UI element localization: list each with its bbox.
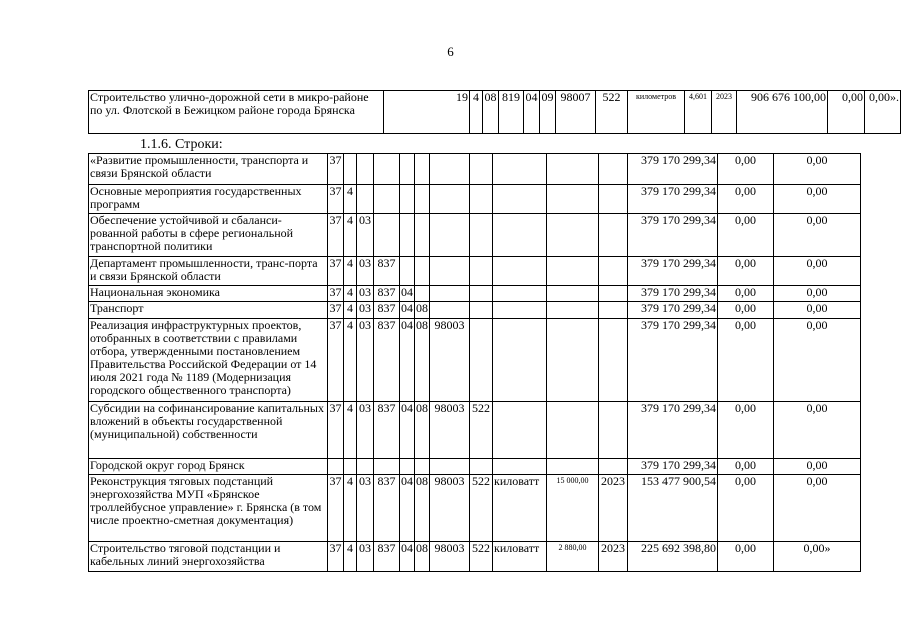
code-cell bbox=[415, 185, 430, 214]
year-cell bbox=[599, 185, 628, 214]
amount-cell: 0,00 bbox=[718, 459, 774, 475]
code-cell: 04 bbox=[524, 91, 540, 134]
amount-cell: 0,00». bbox=[865, 91, 901, 134]
amount-cell: 379 170 299,34 bbox=[628, 286, 718, 302]
amount-cell: 153 477 900,54 bbox=[628, 475, 718, 542]
code-cell: 98007 bbox=[556, 91, 596, 134]
amount-cell: 0,00 bbox=[828, 91, 865, 134]
year-cell bbox=[599, 319, 628, 402]
code-cell bbox=[357, 154, 374, 185]
code-cell: 4 bbox=[344, 214, 357, 257]
code-cell bbox=[470, 185, 493, 214]
code-cell: 08 bbox=[415, 542, 430, 572]
unit-cell bbox=[493, 402, 547, 459]
table-row bbox=[89, 459, 861, 475]
code-cell: 08 bbox=[415, 302, 430, 319]
code-cell bbox=[470, 459, 493, 475]
code-cell bbox=[374, 214, 400, 257]
code-cell: 522 bbox=[470, 542, 493, 572]
quantity-cell bbox=[547, 185, 599, 214]
amount-cell: 0,00 bbox=[774, 319, 861, 402]
row-name: Транспорт bbox=[89, 302, 328, 319]
code-cell bbox=[415, 214, 430, 257]
code-cell: 03 bbox=[357, 402, 374, 459]
code-cell: 4 bbox=[344, 257, 357, 286]
code-cell bbox=[400, 214, 415, 257]
table-row bbox=[89, 91, 901, 134]
row-name: Строительство улично-дорожной сети в микро-районе по ул. Флотской в Бежицком районе города Брянска bbox=[89, 91, 384, 134]
code-cell bbox=[430, 286, 470, 302]
code-cell bbox=[470, 286, 493, 302]
code-cell bbox=[357, 459, 374, 475]
code-cell bbox=[430, 459, 470, 475]
amount-cell: 0,00 bbox=[718, 542, 774, 572]
code-cell: 837 bbox=[374, 402, 400, 459]
amount-cell: 379 170 299,34 bbox=[628, 402, 718, 459]
code-cell: 04 bbox=[400, 302, 415, 319]
quantity-cell: 15 000,00 bbox=[547, 475, 599, 542]
unit-cell bbox=[493, 257, 547, 286]
amount-cell: 0,00 bbox=[718, 402, 774, 459]
code-cell bbox=[430, 154, 470, 185]
table-row bbox=[89, 257, 861, 286]
row-name: Субсидии на софинансирование капитальных вложений в объекты государственной (муниципальной) собственности bbox=[89, 402, 328, 459]
row-name: Строительство тяговой подстанции и кабельных линий энергохозяйства bbox=[89, 542, 328, 572]
code-cell bbox=[400, 459, 415, 475]
table-row bbox=[89, 214, 861, 257]
year-cell bbox=[599, 154, 628, 185]
code-cell: 08 bbox=[415, 402, 430, 459]
amount-cell: 379 170 299,34 bbox=[628, 302, 718, 319]
code-cell: 522 bbox=[470, 402, 493, 459]
unit-cell: киловатт bbox=[493, 542, 547, 572]
row-name: Основные мероприятия государственных программ bbox=[89, 185, 328, 214]
quantity-cell bbox=[547, 302, 599, 319]
code-cell: 837 bbox=[374, 475, 400, 542]
code-cell bbox=[430, 302, 470, 319]
code-cell: 98003 bbox=[430, 542, 470, 572]
code-cell bbox=[415, 257, 430, 286]
amount-cell: 225 692 398,80 bbox=[628, 542, 718, 572]
code-cell: 837 bbox=[374, 257, 400, 286]
code-cell: 98003 bbox=[430, 475, 470, 542]
code-cell: 37 bbox=[328, 185, 344, 214]
amount-cell: 0,00 bbox=[774, 302, 861, 319]
unit-cell bbox=[493, 302, 547, 319]
year-cell bbox=[599, 402, 628, 459]
quantity-cell bbox=[547, 319, 599, 402]
amount-cell: 0,00 bbox=[774, 475, 861, 542]
year-cell bbox=[599, 459, 628, 475]
unit-cell bbox=[493, 459, 547, 475]
amount-cell: 379 170 299,34 bbox=[628, 185, 718, 214]
table-row bbox=[89, 319, 861, 402]
code-cell: 03 bbox=[357, 257, 374, 286]
row-name: Реконструкция тяговых подстанций энергохозяйства МУП «Брянское троллейбусное управление» г. Брянска (в том числе проектно-сметная документация) bbox=[89, 475, 328, 542]
code-cell: 08 bbox=[415, 319, 430, 402]
year-cell bbox=[599, 286, 628, 302]
code-cell bbox=[415, 459, 430, 475]
code-cell: 4 bbox=[344, 542, 357, 572]
amount-cell: 0,00 bbox=[718, 154, 774, 185]
year-cell: 2023 bbox=[599, 475, 628, 542]
unit-cell bbox=[493, 185, 547, 214]
quantity-cell bbox=[547, 402, 599, 459]
code-cell: 08 bbox=[483, 91, 499, 134]
year-cell: 2023 bbox=[712, 91, 737, 134]
unit-cell: километров bbox=[628, 91, 685, 134]
amount-cell: 379 170 299,34 bbox=[628, 154, 718, 185]
code-cell: 03 bbox=[357, 286, 374, 302]
row-name: «Развитие промышленности, транспорта и связи Брянской области bbox=[89, 154, 328, 185]
year-cell bbox=[599, 257, 628, 286]
row-name: Департамент промышленности, транс-порта и связи Брянской области bbox=[89, 257, 328, 286]
code-cell: 4 bbox=[344, 475, 357, 542]
amount-cell: 0,00 bbox=[718, 214, 774, 257]
amount-cell: 379 170 299,34 bbox=[628, 214, 718, 257]
code-cell: 837 bbox=[374, 286, 400, 302]
code-cell: 08 bbox=[415, 475, 430, 542]
code-cell: 09 bbox=[540, 91, 556, 134]
unit-cell bbox=[493, 154, 547, 185]
code-cell: 37 bbox=[328, 286, 344, 302]
year-cell: 2023 bbox=[599, 542, 628, 572]
code-cell: 04 bbox=[400, 402, 415, 459]
unit-cell bbox=[493, 286, 547, 302]
code-cell: 4 bbox=[344, 185, 357, 214]
amount-cell: 0,00 bbox=[718, 302, 774, 319]
code-cell: 837 bbox=[374, 542, 400, 572]
row-name: Национальная экономика bbox=[89, 286, 328, 302]
code-cell: 04 bbox=[400, 319, 415, 402]
code-cell: 37 bbox=[328, 214, 344, 257]
code-cell: 98003 bbox=[430, 402, 470, 459]
code-cell bbox=[470, 302, 493, 319]
code-cell: 4 bbox=[344, 302, 357, 319]
quantity-cell bbox=[547, 214, 599, 257]
amount-cell: 0,00 bbox=[718, 475, 774, 542]
code-cell: 04 bbox=[400, 542, 415, 572]
code-cell: 37 bbox=[328, 542, 344, 572]
unit-cell: киловатт bbox=[493, 475, 547, 542]
code-cell bbox=[328, 459, 344, 475]
row-name: Обеспечение устойчивой и сбаланси-рованной работы в сфере региональной транспортной политики bbox=[89, 214, 328, 257]
amount-cell: 0,00 bbox=[774, 154, 861, 185]
code-cell: 522 bbox=[470, 475, 493, 542]
code-cell: 837 bbox=[374, 319, 400, 402]
table-row bbox=[89, 402, 861, 459]
code-cell: 522 bbox=[596, 91, 628, 134]
amount-cell: 379 170 299,34 bbox=[628, 319, 718, 402]
row-name: Реализация инфраструктурных проектов, отобранных в соответствии с правилами отбора, утвержденными постановлением Правительства Российской Федерации от 14 июля 2021 года № 1189 (Модернизация городского общественного транспорта) bbox=[89, 319, 328, 402]
page-number: 6 bbox=[447, 44, 454, 59]
amount-cell: 0,00 bbox=[774, 459, 861, 475]
code-cell bbox=[374, 185, 400, 214]
code-cell: 4 bbox=[344, 286, 357, 302]
amount-cell: 906 676 100,00 bbox=[737, 91, 828, 134]
code-cell: 837 bbox=[374, 302, 400, 319]
code-cell bbox=[430, 214, 470, 257]
amount-cell: 0,00 bbox=[774, 402, 861, 459]
code-cell bbox=[344, 459, 357, 475]
year-cell bbox=[599, 214, 628, 257]
lines-table bbox=[88, 153, 861, 572]
table-row bbox=[89, 542, 861, 572]
amount-cell: 0,00 bbox=[718, 286, 774, 302]
code-cell bbox=[374, 459, 400, 475]
code-cell: 4 bbox=[470, 91, 483, 134]
amount-cell: 0,00 bbox=[774, 257, 861, 286]
quantity-cell bbox=[547, 257, 599, 286]
row-name: Городской округ город Брянск bbox=[89, 459, 328, 475]
year-cell bbox=[599, 302, 628, 319]
amount-cell: 0,00 bbox=[718, 185, 774, 214]
code-cell: 03 bbox=[357, 319, 374, 402]
table-row bbox=[89, 185, 861, 214]
code-cell bbox=[400, 185, 415, 214]
code-cell bbox=[430, 185, 470, 214]
amount-cell: 0,00 bbox=[774, 185, 861, 214]
code-cell: 37 bbox=[328, 302, 344, 319]
code-cell: 03 bbox=[357, 214, 374, 257]
code-cell: 37 bbox=[328, 257, 344, 286]
code-cell bbox=[470, 319, 493, 402]
code-cell bbox=[415, 154, 430, 185]
code-cell: 03 bbox=[357, 475, 374, 542]
code-cell bbox=[400, 257, 415, 286]
unit-cell bbox=[493, 319, 547, 402]
amount-cell: 379 170 299,34 bbox=[628, 459, 718, 475]
top-table bbox=[88, 90, 901, 134]
code-cell: 03 bbox=[357, 542, 374, 572]
unit-cell bbox=[493, 214, 547, 257]
table-row bbox=[89, 475, 861, 542]
code-cell: 4 bbox=[344, 319, 357, 402]
amount-cell: 0,00 bbox=[718, 257, 774, 286]
quantity-cell bbox=[547, 154, 599, 185]
code-cell bbox=[470, 154, 493, 185]
code-cell bbox=[344, 154, 357, 185]
table-row bbox=[89, 286, 861, 302]
code-cell: 19 bbox=[384, 91, 470, 134]
code-cell: 37 bbox=[328, 319, 344, 402]
code-cell: 819 bbox=[499, 91, 524, 134]
quantity-cell bbox=[547, 459, 599, 475]
quantity-cell: 4,601 bbox=[685, 91, 712, 134]
quantity-cell: 2 880,00 bbox=[547, 542, 599, 572]
code-cell bbox=[430, 257, 470, 286]
amount-cell: 0,00 bbox=[718, 319, 774, 402]
code-cell bbox=[400, 154, 415, 185]
code-cell bbox=[470, 214, 493, 257]
table-row bbox=[89, 302, 861, 319]
code-cell: 4 bbox=[344, 402, 357, 459]
code-cell bbox=[415, 286, 430, 302]
amount-cell: 0,00 bbox=[774, 214, 861, 257]
amount-cell: 0,00» bbox=[774, 542, 861, 572]
code-cell: 37 bbox=[328, 154, 344, 185]
amount-cell: 379 170 299,34 bbox=[628, 257, 718, 286]
code-cell: 04 bbox=[400, 475, 415, 542]
amount-cell: 0,00 bbox=[774, 286, 861, 302]
code-cell: 37 bbox=[328, 475, 344, 542]
code-cell bbox=[357, 185, 374, 214]
code-cell: 03 bbox=[357, 302, 374, 319]
code-cell: 98003 bbox=[430, 319, 470, 402]
section-heading: 1.1.6. Строки: bbox=[140, 137, 223, 152]
code-cell bbox=[470, 257, 493, 286]
quantity-cell bbox=[547, 286, 599, 302]
code-cell: 04 bbox=[400, 286, 415, 302]
table-row bbox=[89, 154, 861, 185]
code-cell: 37 bbox=[328, 402, 344, 459]
code-cell bbox=[374, 154, 400, 185]
